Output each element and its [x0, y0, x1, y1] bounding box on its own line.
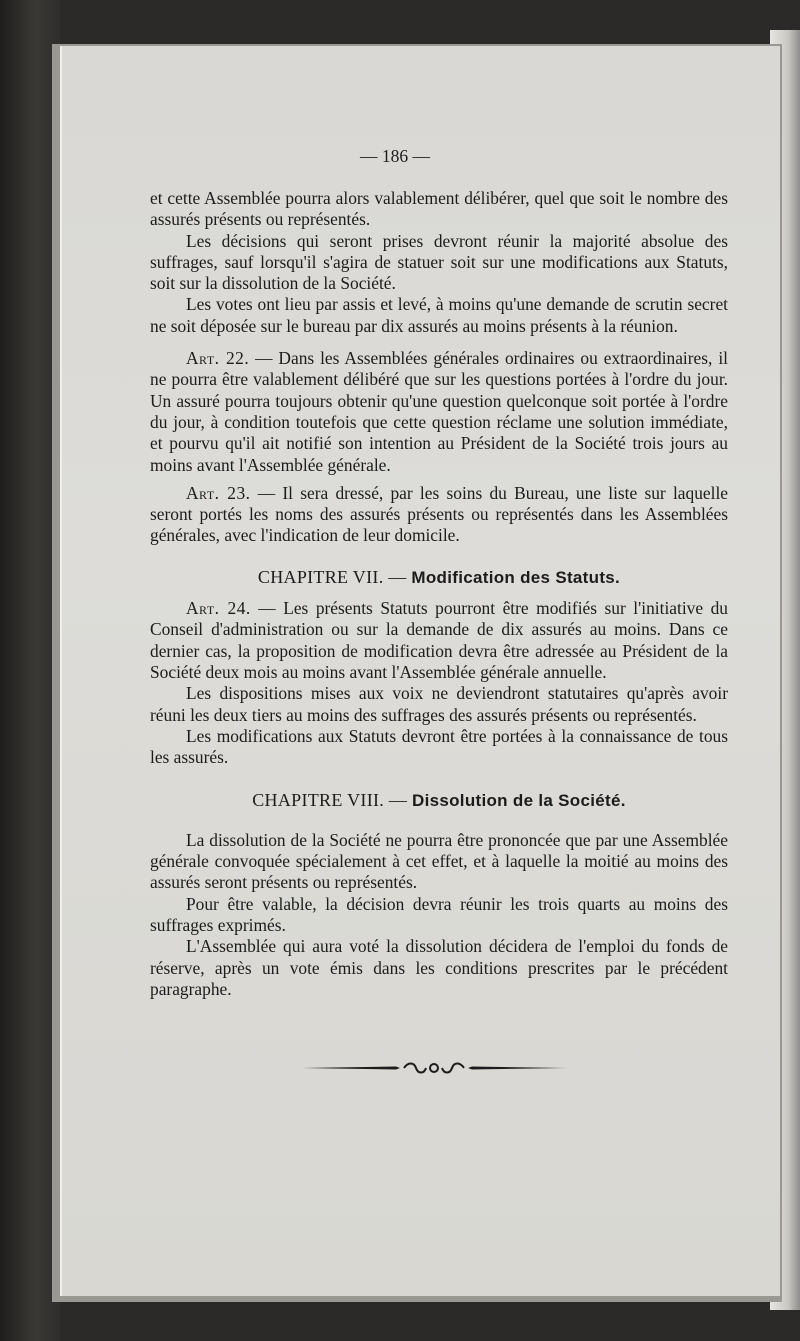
chapter-7-heading [150, 567, 728, 588]
chapter-7-title: Modification des Statuts. [411, 567, 621, 587]
page-text-body [150, 188, 728, 1000]
article-24-label: Art. 24. [186, 598, 251, 619]
article-23 [150, 483, 728, 547]
article-24-text: — Les présents Statuts pourront être modifiés sur l'initiative du Conseil d'administration ou sur la demande de dix assurés au moins. Dans ce dernier cas, la proposition de modification devra être adressée au Président de la Société deux mois au moins avant l'Assemblée générale annuelle. [150, 598, 728, 682]
chapter-8-prefix: CHAPITRE VIII. — [252, 790, 413, 811]
article-23-text: — Il sera dressé, par les soins du Bureau, une liste sur laquelle seront portés les noms des assurés présents ou représentés dans les Assemblées générales, avec l'indication de leur domicile. [150, 482, 728, 546]
paragraph-dissolution: La dissolution de la Société ne pourra être prononcée que par une Assemblée générale convoquée spécialement à cet effet, et à laquelle la moitié au moins des assurés seront présents ou représentés. [150, 829, 728, 893]
scan-background-left [0, 0, 60, 1341]
paragraph-modifications: Les modifications aux Statuts devront être portées à la connaissance de tous les assurés. [150, 725, 728, 768]
paragraph-votes: Les votes ont lieu par assis et levé, à moins qu'une demande de scrutin secret ne soit déposée sur le bureau par dix assurés au moins présents à la réunion. [150, 294, 728, 336]
paragraph-validity: Pour être valable, la décision devra réunir les trois quarts au moins des suffrages exprimés. [150, 893, 728, 935]
chapter-7-prefix: CHAPITRE VII. — [257, 566, 412, 587]
article-24 [150, 598, 728, 683]
article-23-label: Art. 23. [186, 482, 251, 503]
end-ornament [300, 1060, 568, 1076]
paragraph-dispositions: Les dispositions mises aux voix ne deviendront statutaires qu'après avoir réuni les deux tiers au moins des suffrages des assurés présents ou représentés. [150, 683, 728, 725]
page-number: — 186 — [360, 146, 430, 166]
article-22-text: — Dans les Assemblées générales ordinaires ou extraordinaires, il ne pourra être valablement délibéré que sur les questions portées à l'ordre du jour. Un assuré pourra toujours obtenir qu'une question quelconque soit portée à l'ordre du jour, à condition toutefois que cette question réclame une solution immédiate, et pourvu qu'il ait notifié son intention au Président de la Société trois jours au moins avant l'Assemblée générale. [150, 348, 728, 475]
chapter-8-title: Dissolution de la Société. [412, 791, 626, 811]
paragraph-reserve-fund: L'Assemblée qui aura voté la dissolution décidera de l'emploi du fonds de réserve, après un vote émis dans les conditions prescrites par le précédent paragraphe. [150, 936, 728, 999]
paragraph-decisions: Les décisions qui seront prises devront réunir la majorité absolue des suffrages, sauf lorsqu'il s'agira de statuer soit sur une modifications aux Statuts, soit sur la dissolution de la Société. [150, 230, 728, 294]
article-22 [150, 348, 728, 476]
chapter-8-heading [150, 790, 728, 811]
paragraph-continuation: et cette Assemblée pourra alors valablement délibérer, quel que soit le nombre des assurés présents ou représentés. [150, 188, 728, 230]
article-22-label: Art. 22. [186, 348, 250, 369]
